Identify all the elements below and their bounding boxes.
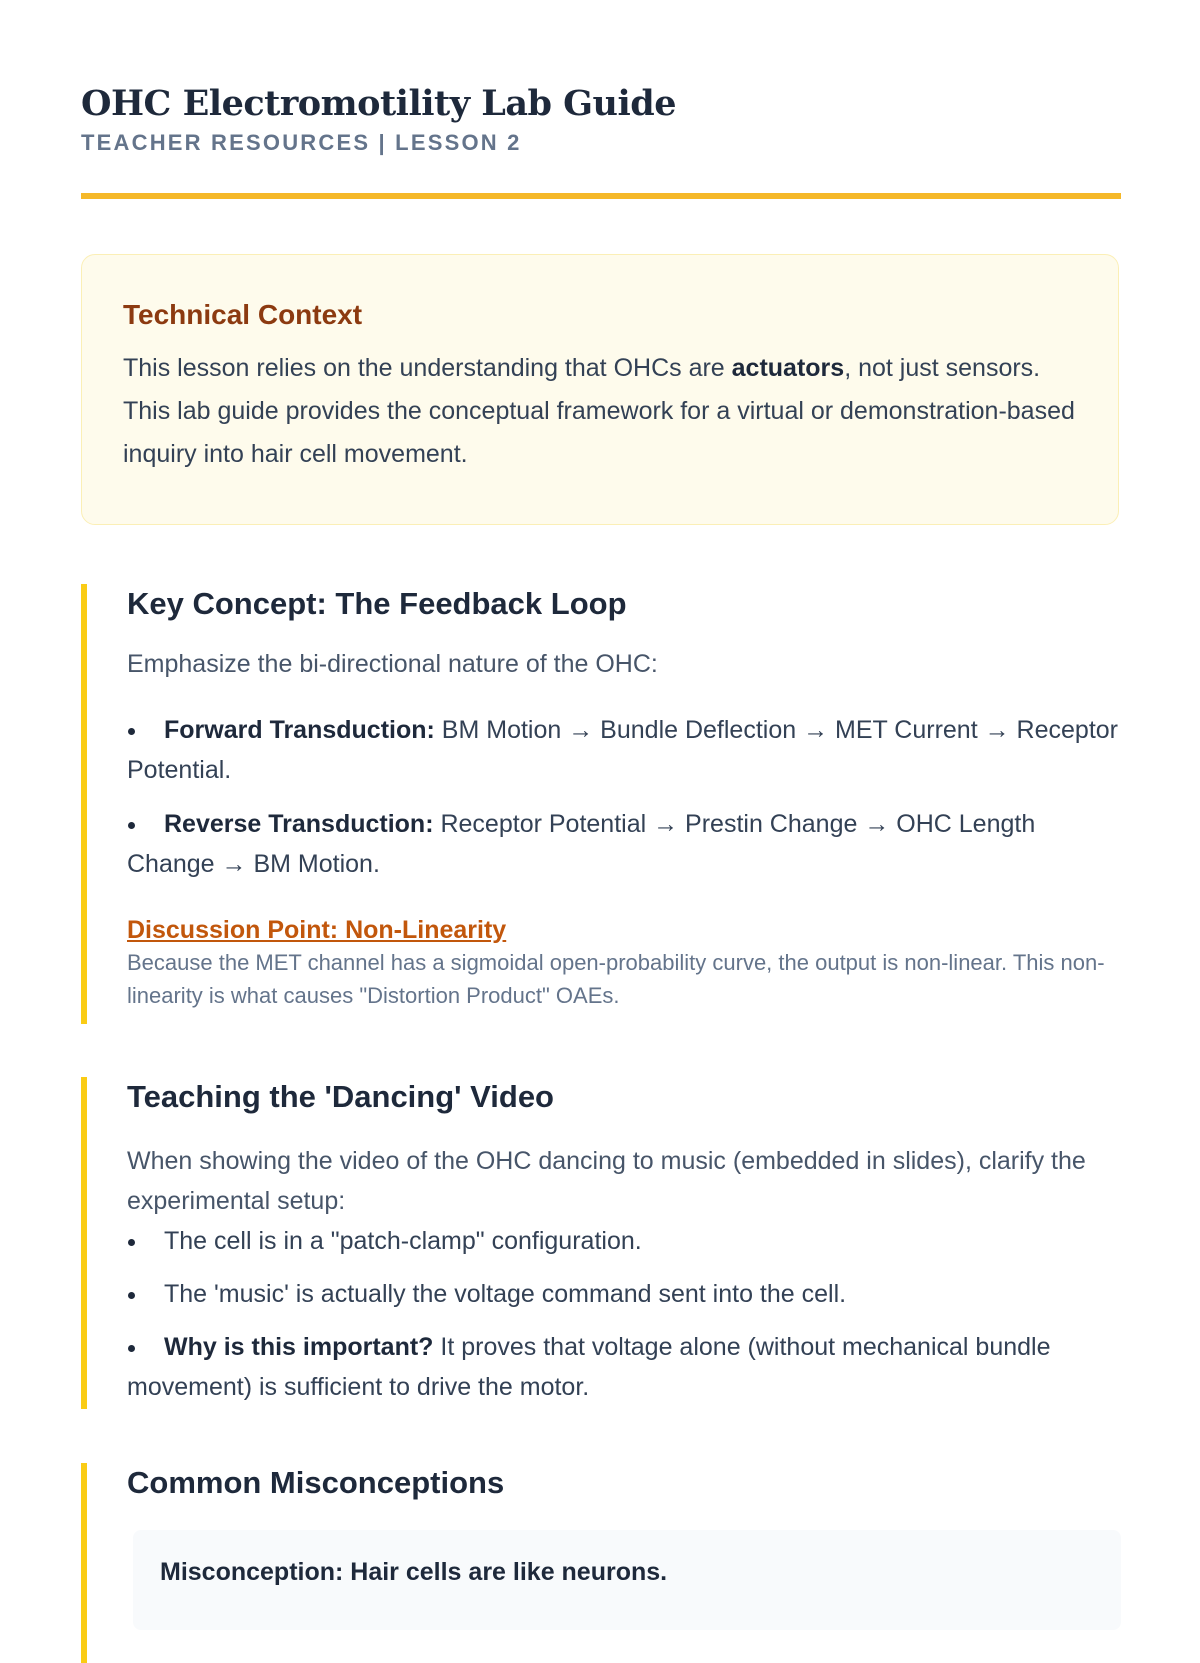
- header-divider: [81, 193, 1121, 199]
- context-body-emphasis: actuators: [731, 354, 845, 382]
- page-title: OHC Electromotility Lab Guide: [81, 83, 677, 124]
- importance-text: It proves that voltage alone (without mechanical bundle movement) is sufficient to drive the motor.: [127, 1333, 1051, 1401]
- list-item: [127, 804, 1121, 884]
- misconception-text: Misconception: Hair cells are like neurons.: [160, 1558, 668, 1586]
- importance-label: Why is this important?: [164, 1333, 434, 1361]
- list-item: [127, 1327, 1121, 1407]
- dancing-video-title: Teaching the 'Dancing' Video: [127, 1079, 554, 1114]
- discussion-block: [127, 914, 1121, 1012]
- forward-transduction-label: Forward Transduction:: [164, 716, 435, 744]
- feedback-loop-lead: Emphasize the bi-directional nature of the OHC:: [127, 650, 658, 678]
- page-header: [81, 82, 1121, 156]
- list-item: [127, 710, 1121, 790]
- misconceptions-section: [81, 1463, 1121, 1663]
- misconception-card: [133, 1530, 1121, 1630]
- dancing-video-lead: When showing the video of the OHC dancing to music (embedded in slides), clarify the experimental setup:: [127, 1147, 1086, 1215]
- list-item: The 'music' is actually the voltage command sent into the cell.: [127, 1274, 1121, 1314]
- context-body-start: This lesson relies on the understanding that OHCs are: [123, 354, 732, 382]
- dancing-video-list: [127, 1221, 1121, 1407]
- reverse-transduction-text: Receptor Potential → Prestin Change → OHC Length Change → BM Motion.: [127, 810, 1036, 878]
- feedback-loop-section: [81, 584, 1121, 1024]
- list-item: The cell is in a "patch-clamp" configuration.: [127, 1221, 1121, 1261]
- reverse-transduction-label: Reverse Transduction:: [164, 810, 434, 838]
- transduction-list: [127, 710, 1121, 884]
- context-title: Technical Context: [123, 299, 363, 330]
- context-body: [123, 347, 1078, 476]
- technical-context-callout: [81, 254, 1119, 525]
- discussion-point-text: Because the MET channel has a sigmoidal open-probability curve, the output is non-linear. This non-linearity is what causes "Distortion Product" OAEs.: [127, 950, 1105, 1008]
- context-body-end: , not just sensors. This lab guide provides the conceptual framework for a virtual or demonstration-based inquiry into hair cell movement.: [123, 354, 1075, 468]
- page-subtitle: TEACHER RESOURCES | LESSON 2: [81, 129, 522, 155]
- feedback-loop-title: Key Concept: The Feedback Loop: [127, 586, 627, 621]
- forward-transduction-text: BM Motion → Bundle Deflection → MET Current → Receptor Potential.: [127, 716, 1118, 784]
- discussion-point-link[interactable]: Discussion Point: Non-Linearity: [127, 916, 507, 944]
- dancing-video-section: [81, 1077, 1121, 1409]
- misconceptions-title: Common Misconceptions: [127, 1465, 505, 1500]
